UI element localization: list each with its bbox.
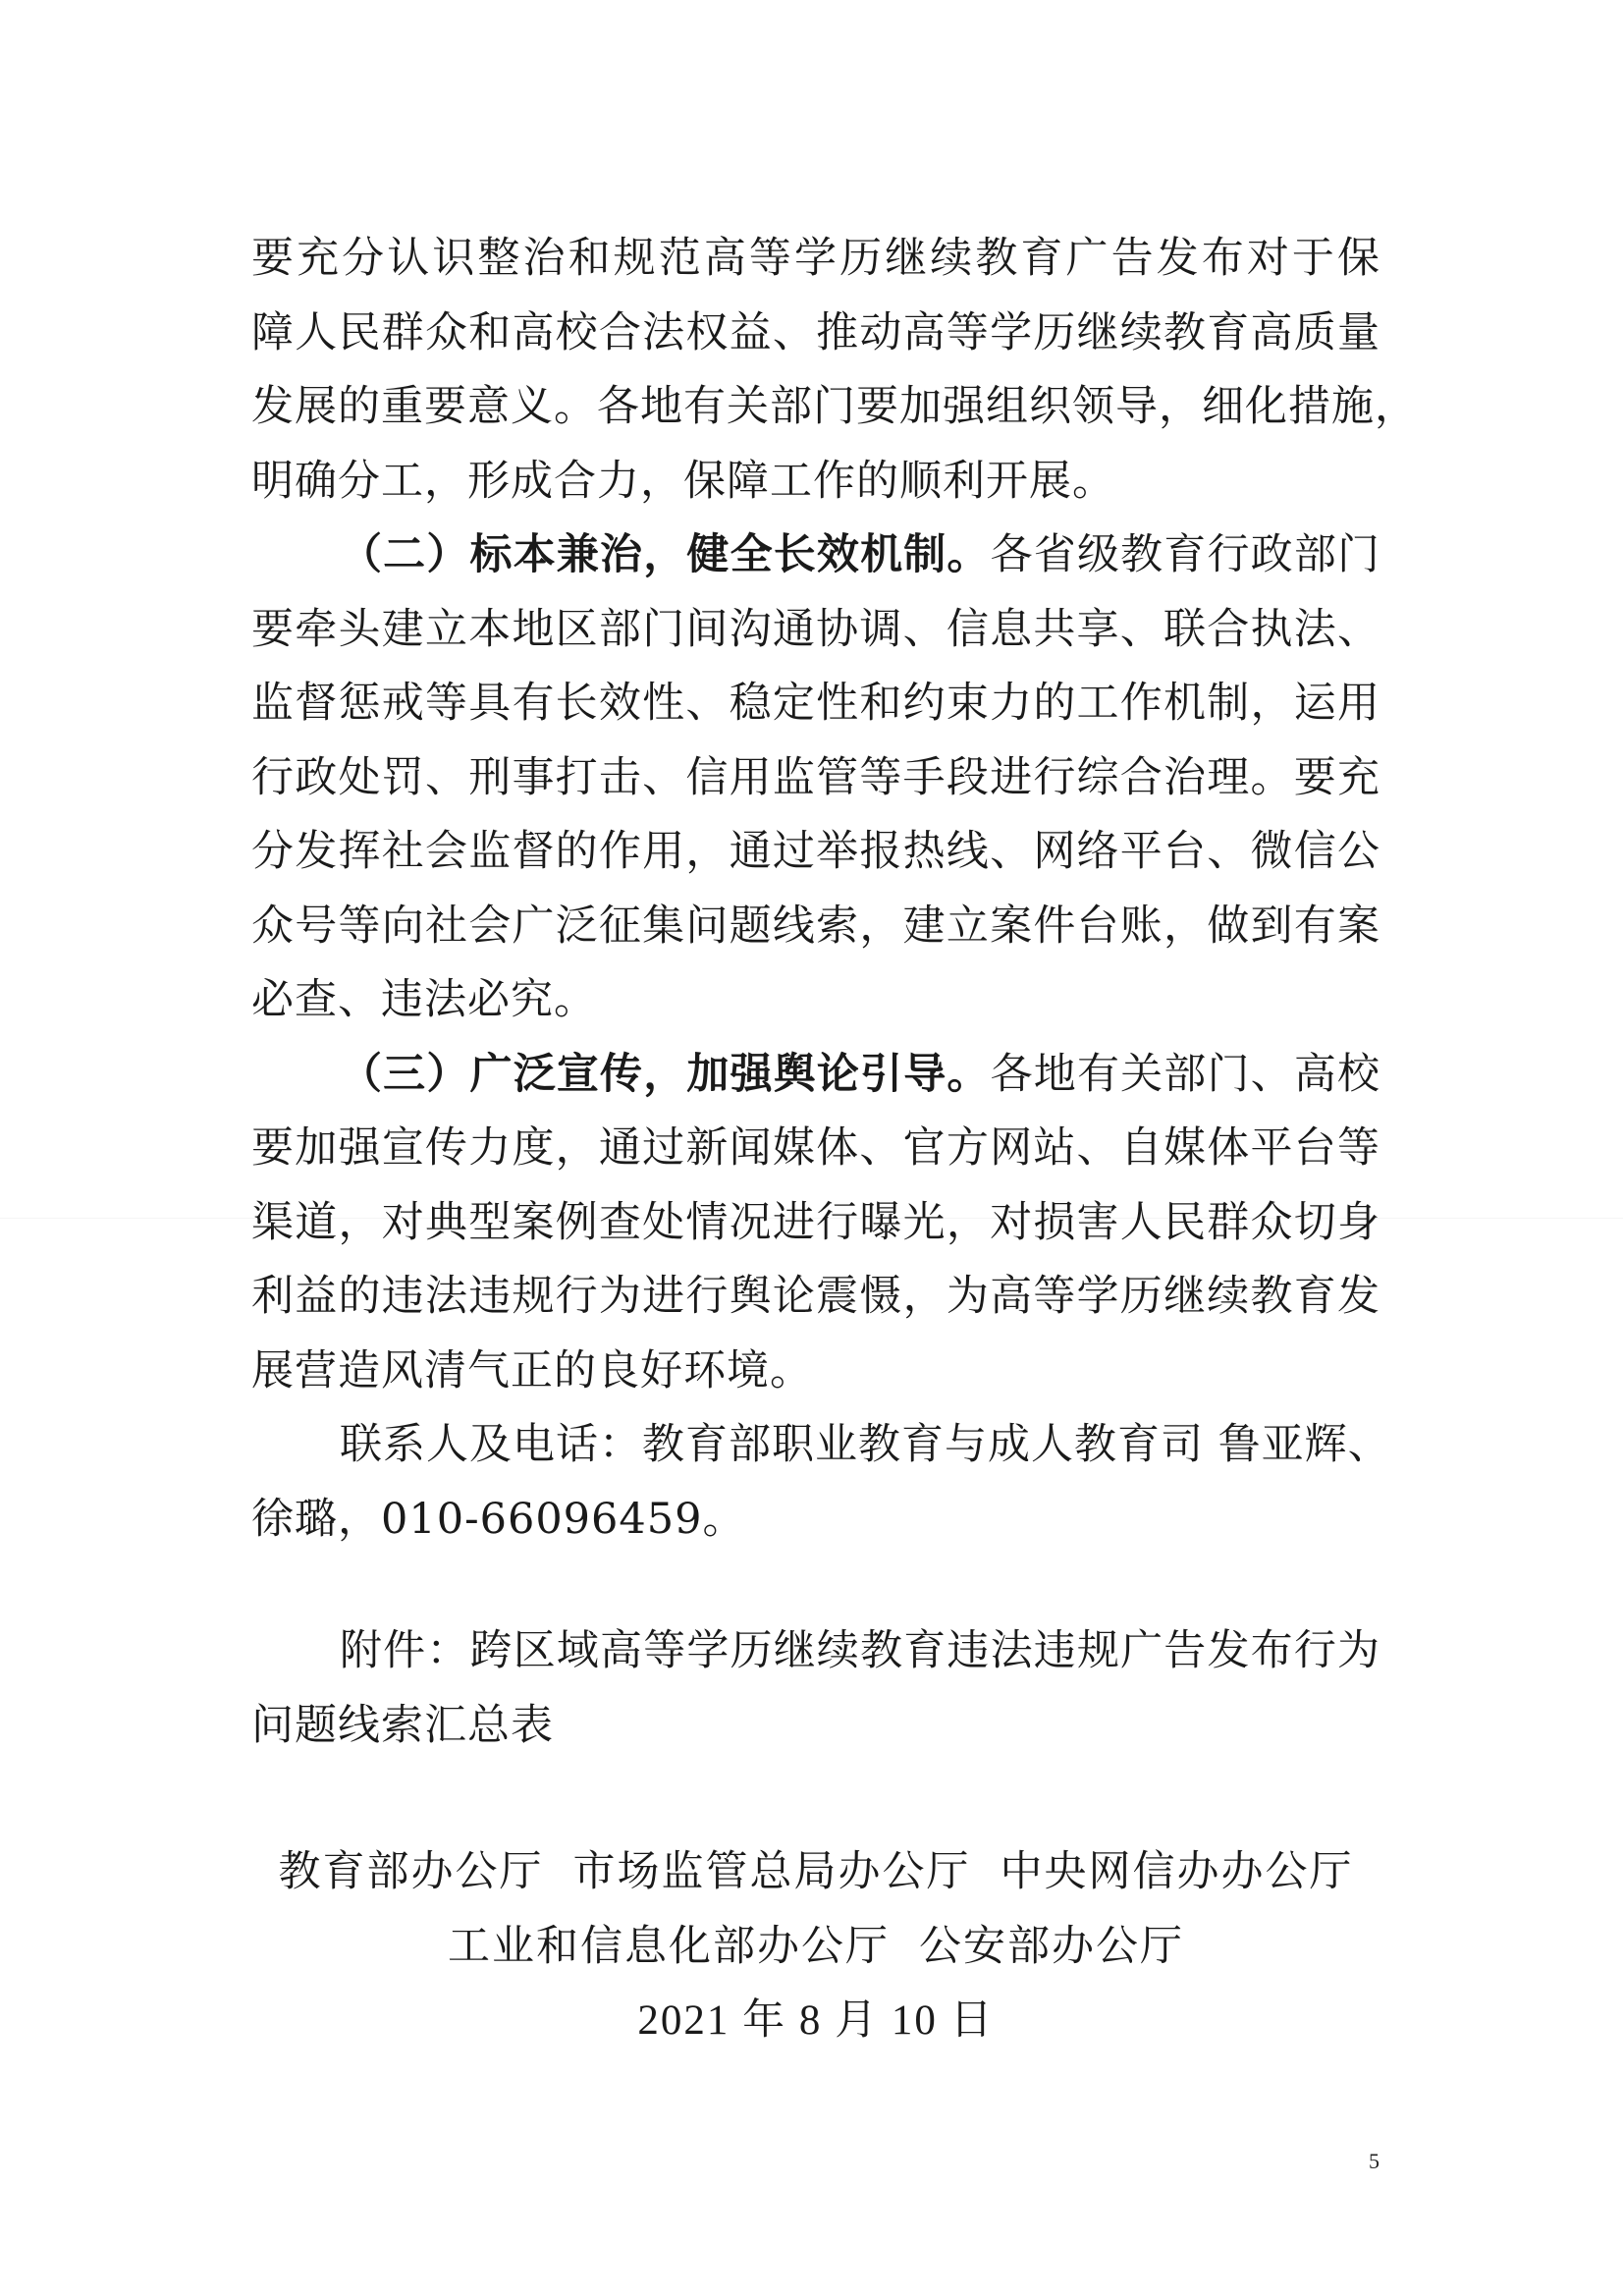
paragraph-line: 分发挥社会监督的作用，通过举报热线、网络平台、微信公 [251,827,1380,876]
paragraph-line: 展营造风清气正的良好环境。 [251,1345,813,1395]
issuer-block [251,1835,1380,2058]
issuer-row [251,1835,1380,1910]
paragraph-line: 渠道，对典型案例查处情况进行曝光，对损害人民群众切身 [251,1197,1380,1247]
contact-line: 徐璐，010-66096459。 [251,1494,746,1544]
paragraph-line: 利益的违法违规行为进行舆论震慑，为高等学历继续教育发 [251,1272,1380,1321]
issue-date: 2021 年 8 月 10 日 [637,1997,995,2044]
attachment-note [251,1614,1380,1763]
issuer-name: 公安部办公厅 [919,1921,1184,1971]
section-three-heading: （三）广泛宣传，加强舆论引导。 [340,1049,991,1099]
paragraph-line: 众号等向社会广泛征集问题线索，建立案件台账，做到有案 [251,901,1380,951]
issuer-name: 教育部办公厅 [278,1847,544,1896]
issuer-name: 市场监管总局办公厅 [572,1847,971,1896]
paragraph-line: 要牵头建立本地区部门间沟通协调、信息共享、联合执法、 [251,604,1380,654]
paragraph-line: 行政处罚、刑事打击、信用监管等手段进行综合治理。要充 [251,752,1380,802]
contact-line: 联系人及电话：教育部职业教育与成人教育司 鲁亚辉、 [340,1420,1391,1469]
paragraph-line: 监督惩戒等具有长效性、稳定性和约束力的工作机制，运用 [251,679,1380,728]
issuer-name: 工业和信息化部办公厅 [448,1921,890,1971]
section-three-first-text: 各地有关部门、高校 [990,1049,1381,1099]
paragraph-line: 明确分工，形成合力，保障工作的顺利开展。 [251,456,1115,506]
section-three-first-line [251,1038,1380,1113]
paragraph-line: 发展的重要意义。各地有关部门要加强组织领导，细化措施， [251,382,1418,431]
page-number: 5 [1369,2149,1380,2173]
section-two-first-line [251,519,1380,593]
issuer-name: 中央网信办办公厅 [1000,1847,1354,1896]
issuer-row [251,1910,1380,1985]
attachment-line: 问题线索汇总表 [251,1700,554,1750]
paragraph-line: 要加强宣传力度，通过新闻媒体、官方网站、自媒体平台等 [251,1123,1380,1173]
paragraph-line: 要充分认识整治和规范高等学历继续教育广告发布对于保 [251,234,1380,283]
section-two-heading: （二）标本兼治，健全长效机制。 [340,530,991,579]
paragraph-line: 障人民群众和高校合法权益、推动高等学历继续教育高质量 [251,307,1380,357]
attachment-line: 附件：跨区域高等学历继续教育违法违规广告发布行为 [340,1626,1380,1675]
body-text [251,222,1418,1557]
section-two-first-text: 各省级教育行政部门 [990,530,1381,579]
paragraph-line: 必查、违法必究。 [251,975,597,1024]
